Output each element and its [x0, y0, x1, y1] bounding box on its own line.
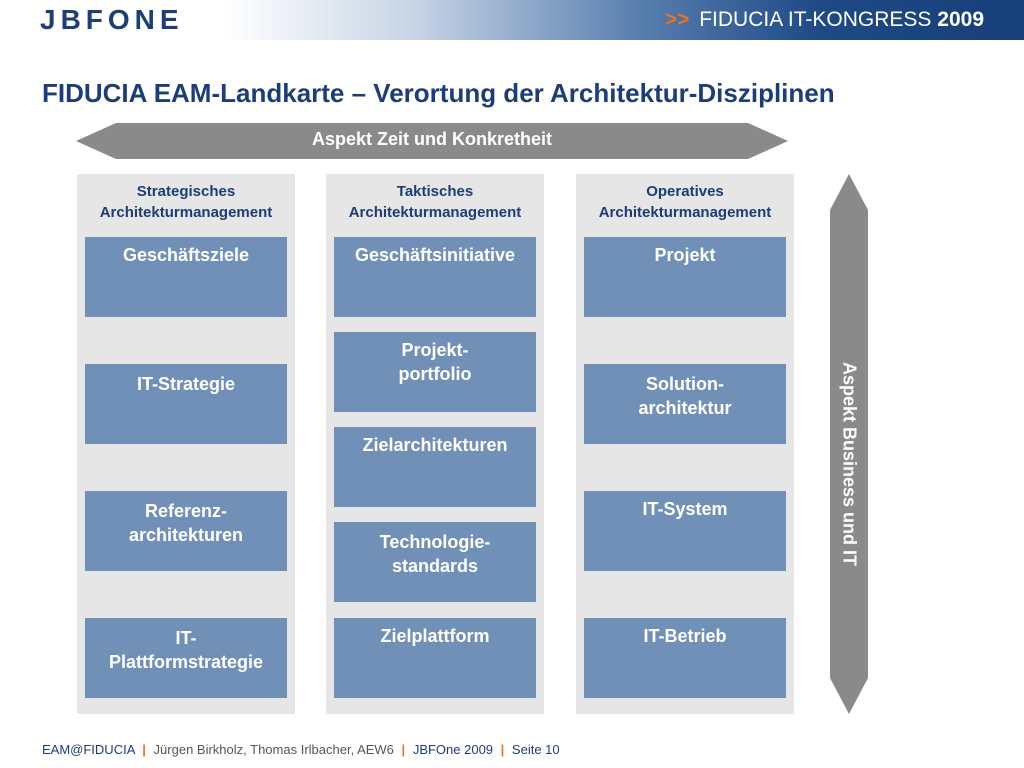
box-label-1: Solution- — [646, 374, 724, 394]
box-label-1: IT- — [175, 628, 197, 648]
column-heading-line1: Operatives — [646, 183, 724, 200]
footer-page-number: Seite 10 — [511, 742, 560, 757]
footer-product: JBFOne 2009 — [412, 742, 494, 757]
footer — [42, 742, 560, 757]
vertical-axis-label: Aspekt Business und IT — [839, 361, 860, 567]
box-projektportfolio — [334, 332, 536, 412]
column-heading — [576, 181, 794, 223]
box-label-1: Projekt- — [401, 340, 469, 360]
horizontal-axis-arrow — [76, 123, 788, 159]
column-heading — [77, 181, 295, 223]
box-label-2: Plattformstrategie — [108, 652, 264, 672]
box-geschaeftsinitiative — [334, 237, 536, 317]
box-label-1: Geschäftsziele — [122, 245, 250, 265]
box-it-betrieb — [584, 618, 786, 698]
box-it-plattformstrategie — [85, 618, 287, 698]
box-zielplattform — [334, 618, 536, 698]
column-operative — [576, 174, 794, 714]
jbfone-logo: JBFONE — [40, 4, 184, 35]
box-it-system — [584, 491, 786, 571]
box-label-1: IT-Betrieb — [643, 626, 727, 646]
footer-separator: | — [500, 742, 505, 757]
column-heading-line1: Strategisches — [136, 183, 236, 200]
footer-separator: | — [142, 742, 146, 757]
footer-org: EAM@FIDUCIA — [42, 742, 135, 757]
horizontal-axis-label: Aspekt Zeit und Konkretheit — [311, 129, 553, 149]
box-referenzarchitekturen — [85, 491, 287, 571]
column-strategic — [77, 174, 295, 714]
footer-authors: Jürgen Birkholz, Thomas Irlbacher, AEW6 — [153, 742, 394, 757]
box-technologiestandards — [334, 522, 536, 602]
box-label-1: Technologie- — [379, 532, 491, 552]
box-label-1: Referenz- — [144, 501, 228, 521]
box-projekt — [584, 237, 786, 317]
box-zielarchitekturen — [334, 427, 536, 507]
page-title: FIDUCIA EAM-Landkarte – Verortung der Architektur-Disziplinen — [42, 78, 835, 108]
box-label-1: Zielplattform — [380, 626, 490, 646]
chevrons-icon: >> — [664, 8, 690, 31]
header-band — [0, 0, 1024, 40]
box-label-1: Projekt — [654, 245, 716, 265]
column-heading-line2: Architekturmanagement — [348, 204, 522, 221]
column-heading-line2: Architekturmanagement — [99, 204, 273, 221]
box-label-2: architektur — [638, 398, 732, 418]
event-title — [665, 8, 984, 32]
box-it-strategie — [85, 364, 287, 444]
column-heading-line1: Taktisches — [396, 183, 474, 200]
box-label-1: Geschäftsinitiative — [354, 245, 516, 265]
box-solutionarchitektur — [584, 364, 786, 444]
box-label-2: portfolio — [398, 364, 472, 384]
column-heading-line2: Architekturmanagement — [598, 204, 772, 221]
box-label-2: architekturen — [128, 525, 244, 545]
box-label-1: Zielarchitekturen — [362, 435, 508, 455]
column-tactical — [326, 174, 544, 714]
box-label-1: IT-System — [642, 499, 728, 519]
footer-separator: | — [401, 742, 406, 757]
column-heading — [326, 181, 544, 223]
box-label-2: standards — [391, 556, 479, 576]
box-label-1: IT-Strategie — [136, 374, 236, 394]
event-year: 2009 — [937, 8, 984, 31]
event-name: FIDUCIA IT-KONGRESS — [699, 8, 932, 31]
box-geschaeftsziele — [85, 237, 287, 317]
